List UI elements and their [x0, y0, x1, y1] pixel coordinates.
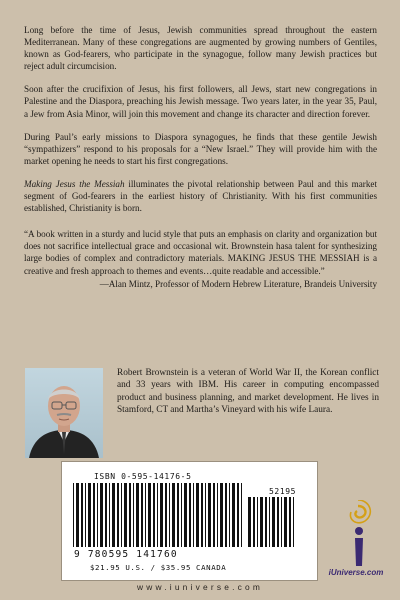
barcode-bar: [257, 497, 258, 547]
barcode-digits: 9 780595 141760: [74, 549, 178, 560]
barcode-bar: [281, 497, 282, 547]
barcode-bar: [184, 483, 187, 547]
barcode-bar: [145, 483, 146, 547]
barcode-bar: [248, 497, 251, 547]
barcode-bar: [160, 483, 163, 547]
barcode-bar: [217, 483, 218, 547]
author-photo: [25, 368, 103, 458]
author-bio: Robert Brownstein is a veteran of World War II, the Korean conflict and 33 years with IBM. His career in computing encompassed product and business planning, and market development. He lives in Stamford, CT and Martha’s Vineyard with his wife Laura.: [117, 368, 379, 416]
barcode-bar: [97, 483, 98, 547]
isbn-number: ISBN 0-595-14176-5: [94, 472, 192, 481]
barcode-bar: [157, 483, 158, 547]
barcode-bar: [201, 483, 203, 547]
barcode-bar: [129, 483, 131, 547]
barcode-bar: [93, 483, 95, 547]
barcode-bar: [109, 483, 110, 547]
barcode-bar: [260, 497, 263, 547]
barcode-bar: [272, 497, 275, 547]
barcode-bar: [136, 483, 139, 547]
price-code: 52195: [269, 487, 297, 496]
barcode-bar: [169, 483, 170, 547]
barcode-bar: [85, 483, 86, 547]
supplemental-barcode: [248, 497, 298, 547]
barcode-bar: [220, 483, 223, 547]
barcode-bar: [165, 483, 167, 547]
barcode-bar: [289, 497, 291, 547]
barcode-bar: [121, 483, 122, 547]
barcode-bar: [177, 483, 179, 547]
barcode-bar: [284, 497, 287, 547]
barcode-bar: [172, 483, 175, 547]
barcode-bar: [213, 483, 215, 547]
barcode-bar: [189, 483, 191, 547]
barcode-bar: [153, 483, 155, 547]
book-title-italic: Making Jesus the Messiah: [24, 178, 125, 189]
barcode-bar: [81, 483, 83, 547]
barcode-bar: [241, 483, 242, 547]
barcode-bar: [100, 483, 103, 547]
blurb-paragraph-2: Soon after the crucifixion of Jesus, his first followers, all Jews, start new congregations in Palestine and the Diaspora, preaching his Jewish message. Two years later, in the year 35, Paul, a Jew from Asia Minor, will join this movement and change its character and direction forever.: [24, 84, 377, 119]
author-portrait-icon: [25, 368, 103, 458]
barcode-bar: [196, 483, 199, 547]
barcode-bar: [229, 483, 230, 547]
blurb-paragraph-4: [24, 178, 377, 214]
barcode-bar: [225, 483, 227, 547]
review-attribution: —Alan Mintz, Professor of Modern Hebrew Literature, Brandeis University: [99, 278, 377, 289]
review-quote-text: “A book written in a sturdy and lucid style that puts an emphasis on clarity and organization but does not sacrifice intellectual grace and occasional wit. Brownstein hasa talent for synthesizing large bodies of complex and contradictory materials. MAKING JESUS THE MESSIAH is a creative and fresh approach to themes and events…quite readable and accessible.”: [24, 229, 377, 276]
blurb-paragraph-1: Long before the time of Jesus, Jewish communities spread throughout the eastern Mediterranean. Many of these congregations are augmented by growing numbers of Gentiles, known as God-fearers, who participate in the synagogue, follow many Jewish practices but reject adult circumcision.: [24, 25, 377, 72]
barcode-bar: [293, 497, 294, 547]
barcode-bar: [124, 483, 127, 547]
barcode-bar: [148, 483, 151, 547]
barcode-bar: [112, 483, 115, 547]
review-quote: [24, 228, 377, 289]
blurb: [24, 24, 377, 290]
isbn-barcode-box: [61, 461, 318, 581]
ean-barcode: [73, 483, 245, 547]
barcode-bar: [265, 497, 267, 547]
barcode-bar: [253, 497, 255, 547]
publisher-website: www.iuniverse.com: [136, 582, 264, 592]
barcode-bar: [88, 483, 91, 547]
barcode-bar: [193, 483, 194, 547]
barcode-bar: [237, 483, 239, 547]
barcode-bar: [76, 483, 79, 547]
barcode-bar: [205, 483, 206, 547]
iuniverse-logo-icon: [333, 500, 383, 568]
publisher-logo-text: iUniverse.com: [328, 568, 384, 577]
barcode-bar: [277, 497, 279, 547]
barcode-bar: [232, 483, 235, 547]
barcode-bar: [73, 483, 74, 547]
barcode-bar: [105, 483, 107, 547]
blurb-paragraph-4-rest: illuminates the pivotal relationship between Paul and this market segment of God-fearers in the earliest history of Christianity. With his first communities established, Christianity is born.: [24, 178, 377, 214]
price-label: $21.95 U.S. / $35.95 CANADA: [90, 563, 227, 572]
blurb-paragraph-3: During Paul’s early missions to Diaspora synagogues, he finds that these gentile Jewish “sympathizers” respond to his proposals for a “New Israel.” They will provide him with the market opening he needs to start his first congregations.: [24, 131, 377, 166]
barcode-bar: [208, 483, 211, 547]
barcode-bar: [141, 483, 143, 547]
barcode-bar: [133, 483, 134, 547]
barcode-bar: [181, 483, 182, 547]
barcode-bar: [269, 497, 270, 547]
barcode-bar: [117, 483, 119, 547]
